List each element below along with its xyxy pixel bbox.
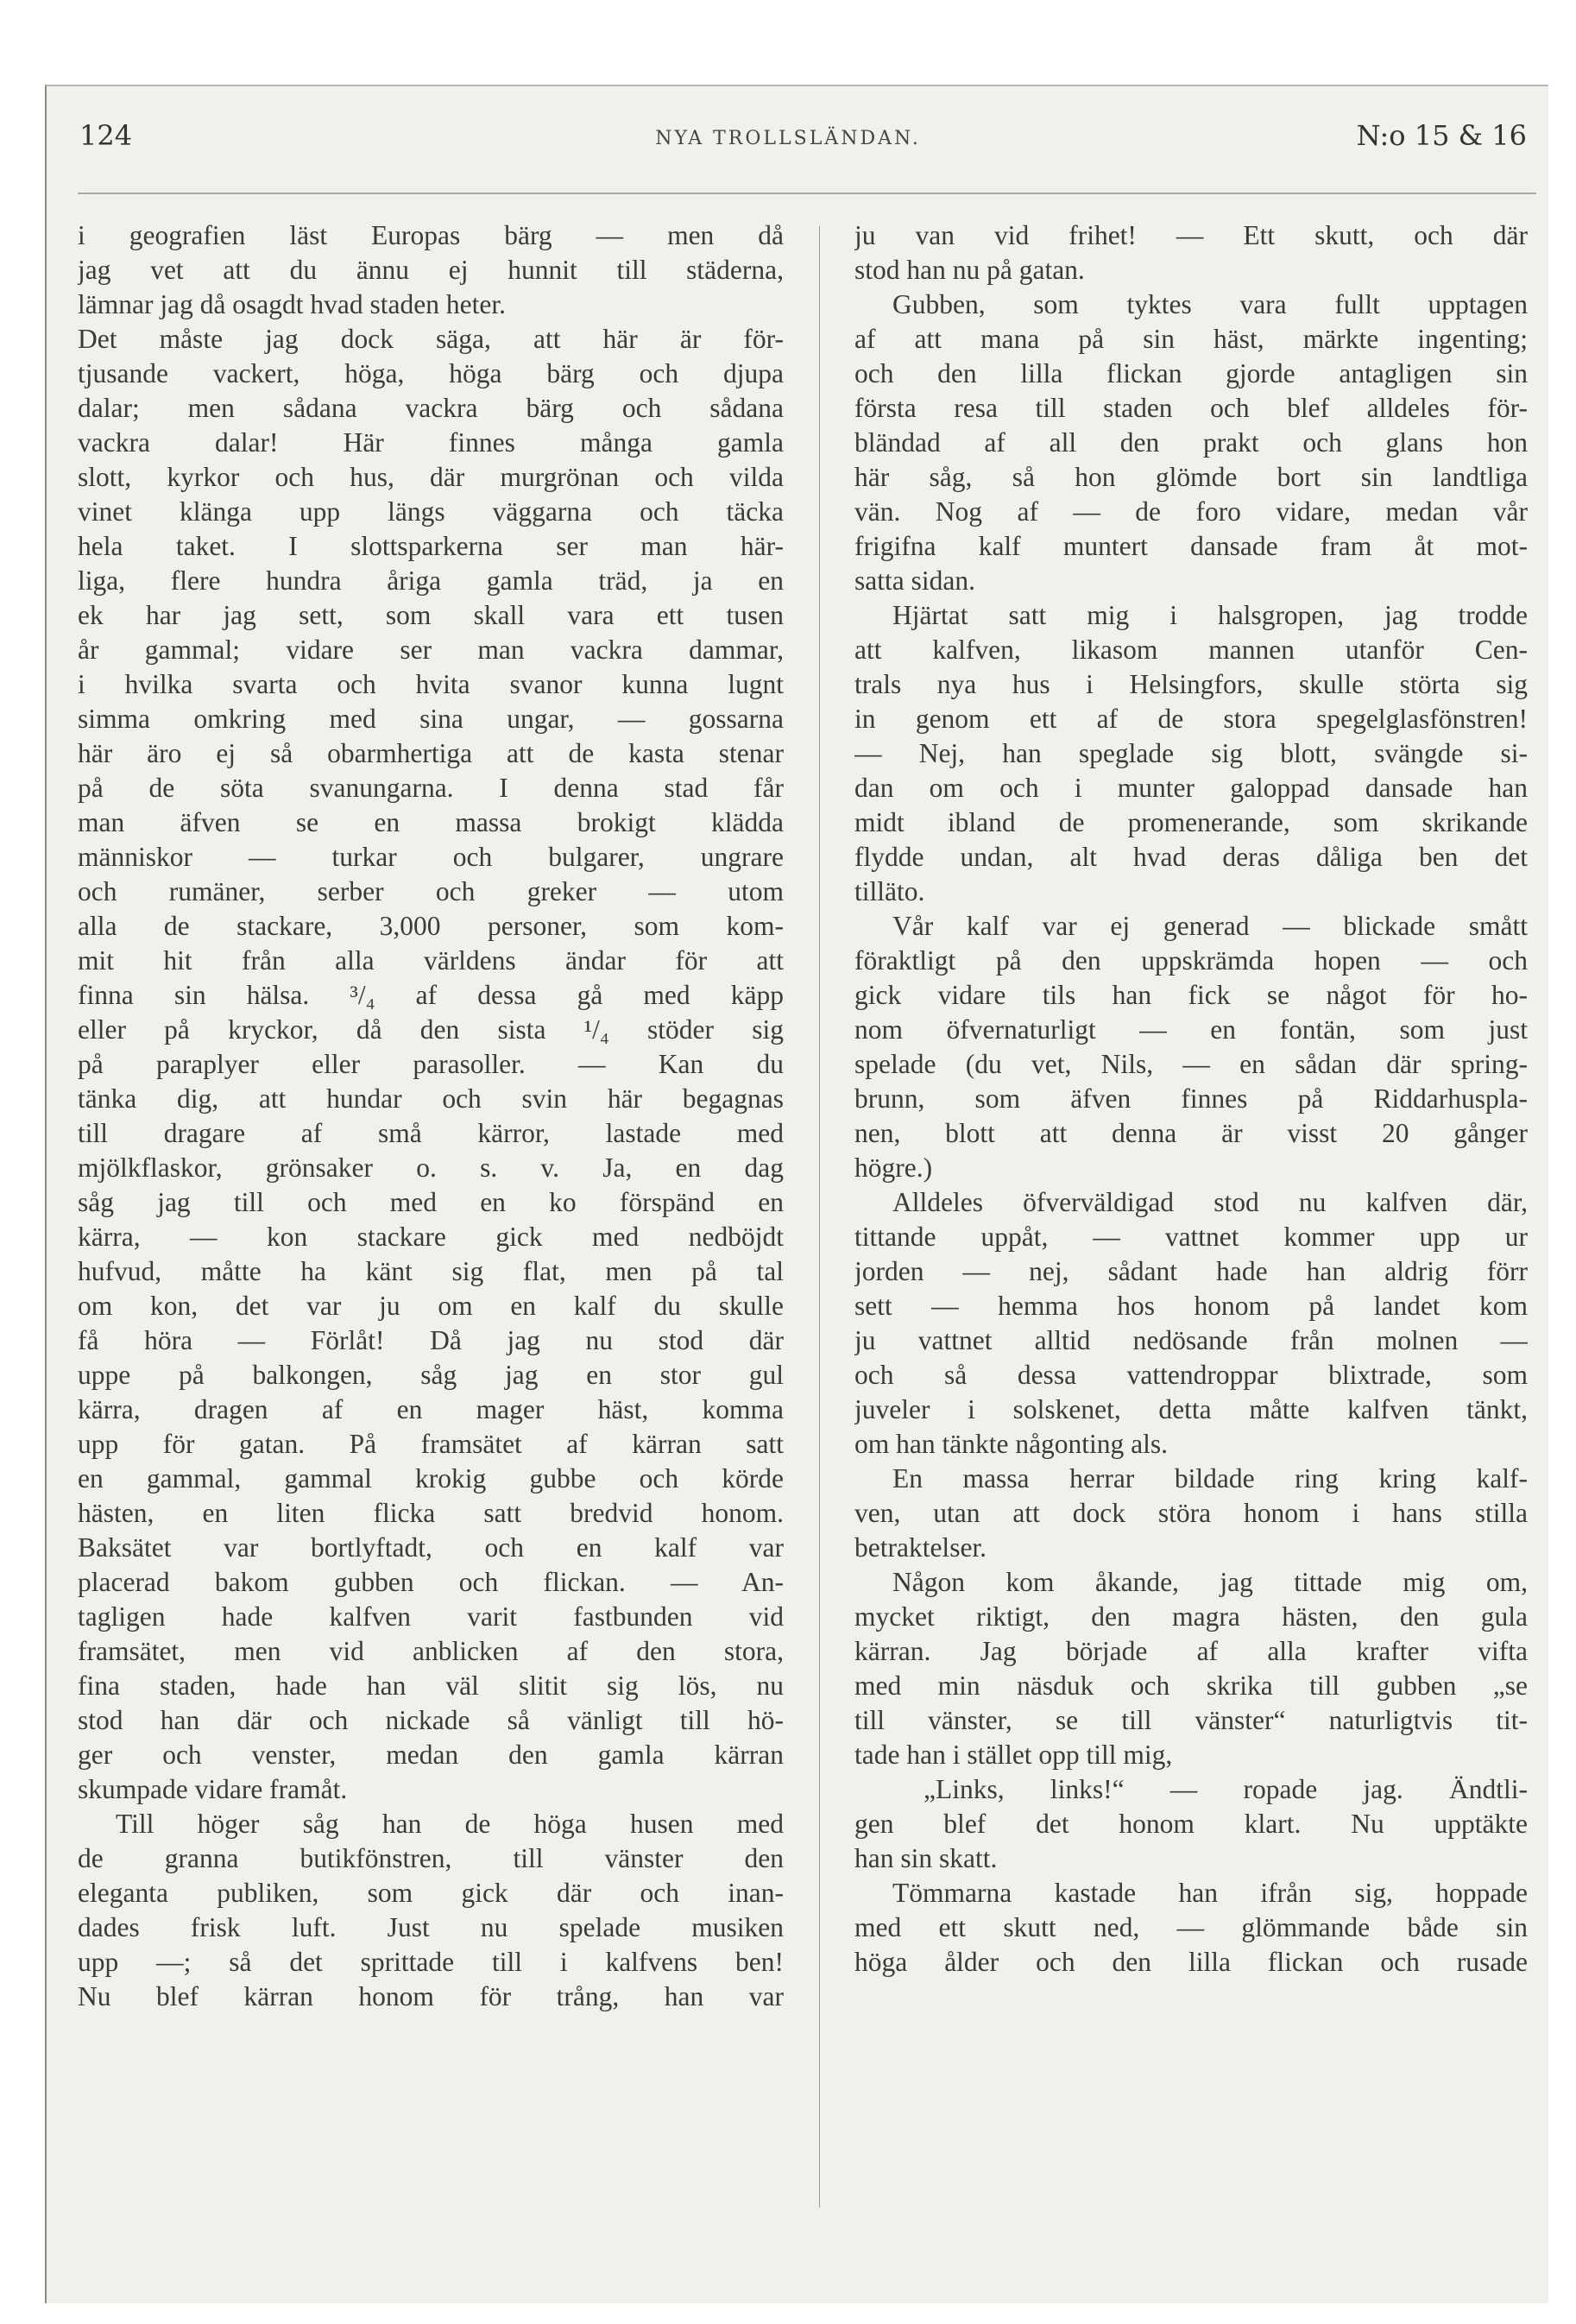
text-line: trals nya hus i Helsingfors, skulle störta sig xyxy=(854,669,1528,699)
text-line: och den lilla flickan gjorde antagligen sin xyxy=(854,358,1528,388)
text-line: gen blef det honom klart. Nu upptäkte xyxy=(854,1809,1528,1839)
text-line: tade han i stället opp till mig, xyxy=(854,1740,1173,1770)
text-line: här såg, så hon glömde bort sin landtliga xyxy=(854,462,1528,492)
page-number: 124 xyxy=(79,119,133,152)
text-line: ger och venster, medan den gamla kärran xyxy=(78,1740,784,1770)
text-line: mjölkflaskor, grönsaker o. s. v. Ja, en dag xyxy=(78,1153,784,1183)
text-line: placerad bakom gubben och flickan. — An- xyxy=(78,1567,784,1597)
text-line: skumpade vidare framåt. xyxy=(78,1774,348,1804)
text-line: dades frisk luft. Just nu spelade musiken xyxy=(78,1912,784,1942)
text-line: tjusande vackert, höga, höga bärg och djupa xyxy=(78,358,784,388)
text-line: ju vattnet alltid nedösande från molnen — xyxy=(854,1325,1528,1355)
text-line: upp för gatan. På framsätet af kärran satt xyxy=(78,1429,784,1459)
text-line: ek har jag sett, som skall vara ett tusen xyxy=(78,600,784,630)
text-line: vackra dalar! Här finnes många gamla xyxy=(78,427,784,458)
text-line: hufvud, måtte ha känt sig flat, men på tal xyxy=(78,1256,784,1286)
header-rule xyxy=(78,193,1536,194)
text-line: bländad af all den prakt och glans hon xyxy=(854,427,1528,458)
text-line: — Nej, han speglade sig blott, svängde si- xyxy=(854,738,1528,768)
text-line: tittande uppåt, — vattnet kommer upp ur xyxy=(854,1222,1528,1252)
journal-title: NYA TROLLSLÄNDAN. xyxy=(655,128,921,149)
text-line: lämnar jag då osagdt hvad staden heter. xyxy=(78,289,506,319)
text-line: hästen, en liten flicka satt bredvid honom. xyxy=(78,1498,784,1528)
text-line: kärra, — kon stackare gick med nedböjdt xyxy=(78,1222,784,1252)
text-line: man äfven se en massa brokigt klädda xyxy=(78,807,784,837)
text-line: flydde undan, alt hvad deras dåliga ben det xyxy=(854,842,1528,872)
text-line: högre.) xyxy=(854,1153,933,1183)
text-line: dan om och i munter galoppad dansade han xyxy=(854,773,1528,803)
text-line: Det måste jag dock säga, att här är för- xyxy=(78,324,784,354)
text-line: spelade (du vet, Nils, — en sådan där spring- xyxy=(854,1049,1528,1079)
text-line: i geografien läst Europas bärg — men då xyxy=(78,220,784,250)
text-line: hela taket. I slottsparkerna ser man här- xyxy=(78,531,784,561)
text-line: dalar; men sådana vackra bärg och sådana xyxy=(78,393,784,423)
text-line: Nu blef kärran honom för trång, han var xyxy=(78,1981,784,2011)
text-line: med ett skutt ned, — glömmande både sin xyxy=(854,1912,1528,1942)
text-line: ju van vid frihet! — Ett skutt, och där xyxy=(854,220,1528,250)
text-line: in genom ett af de stora spegelglasfönstren! xyxy=(854,704,1528,734)
text-line: nen, blott att denna är visst 20 gånger xyxy=(854,1118,1528,1148)
text-line: Gubben, som tyktes vara fullt upptagen xyxy=(892,289,1528,319)
text-line: jag vet att du ännu ej hunnit till städerna, xyxy=(78,255,784,285)
text-line: brunn, som äfven finnes på Riddarhuspla- xyxy=(854,1083,1528,1114)
text-line: Hjärtat satt mig i halsgropen, jag trodde xyxy=(892,600,1528,630)
text-line: Baksätet var bortlyftadt, och en kalf var xyxy=(78,1532,784,1563)
text-line: vinet klänga upp längs väggarna och täcka xyxy=(78,496,784,527)
text-line: föraktligt på den uppskrämda hopen — och xyxy=(854,945,1528,976)
text-line: höga ålder och den lilla flickan och rusade xyxy=(854,1947,1528,1977)
text-line: vän. Nog af — de foro vidare, medan vår xyxy=(854,496,1528,527)
text-line: betraktelser. xyxy=(854,1532,987,1563)
text-line: om kon, det var ju om en kalf du skulle xyxy=(78,1291,784,1321)
text-line: fina staden, hade han väl slitit sig lös, nu xyxy=(78,1670,784,1701)
text-line: och så dessa vattendroppar blixtrade, som xyxy=(854,1360,1528,1390)
text-line: simma omkring med sina ungar, — gossarna xyxy=(78,704,784,734)
text-line: tänka dig, att hundar och svin här begagnas xyxy=(78,1083,784,1114)
text-line: till dragare af små kärror, lastade med xyxy=(78,1118,784,1148)
text-line: En massa herrar bildade ring kring kalf- xyxy=(892,1463,1528,1494)
text-line: gick vidare tils han fick se något för ho- xyxy=(854,980,1528,1010)
text-line: eleganta publiken, som gick där och inan- xyxy=(78,1878,784,1908)
text-line: satta sidan. xyxy=(854,565,975,596)
text-line: kärra, dragen af en mager häst, komma xyxy=(78,1394,784,1424)
text-line: till vänster, se till vänster“ naturligtvis tit- xyxy=(854,1705,1528,1735)
text-line: han sin skatt. xyxy=(854,1843,998,1873)
left-column xyxy=(78,218,784,2014)
text-line: finna sin hälsa. ³/₄ af dessa gå med käpp xyxy=(78,980,784,1010)
text-line: mit hit från alla världens ändar för att xyxy=(78,945,784,976)
text-line: nom öfvernaturligt — en fontän, som just xyxy=(854,1014,1528,1045)
text-line: och rumäner, serber och greker — utom xyxy=(78,876,784,906)
text-line: i hvilka svarta och hvita svanor kunna lugnt xyxy=(78,669,784,699)
text-line: Alldeles öfverväldigad stod nu kalfven där, xyxy=(892,1187,1528,1217)
text-line: stod han där och nickade så vänligt till hö- xyxy=(78,1705,784,1735)
text-line: slott, kyrkor och hus, där murgrönan och vilda xyxy=(78,462,784,492)
text-line: kärran. Jag började af alla krafter vifta xyxy=(854,1636,1528,1666)
text-line: stod han nu på gatan. xyxy=(854,255,1085,285)
page-header xyxy=(0,119,1576,171)
text-line: en gammal, gammal krokig gubbe och körde xyxy=(78,1463,784,1494)
text-line: tagligen hade kalfven varit fastbunden vid xyxy=(78,1601,784,1632)
text-line: Till höger såg han de höga husen med xyxy=(116,1809,784,1839)
text-line: här äro ej så obarmhertiga att de kasta stenar xyxy=(78,738,784,768)
text-line: midt ibland de promenerande, som skrikande xyxy=(854,807,1528,837)
right-column xyxy=(854,218,1528,1980)
issue-number: N:o 15 & 16 xyxy=(1356,119,1527,152)
text-line: af att mana på sin häst, märkte ingenting; xyxy=(854,324,1528,354)
text-line: jorden — nej, sådant hade han aldrig förr xyxy=(854,1256,1528,1286)
text-line: Någon kom åkande, jag tittade mig om, xyxy=(892,1567,1528,1597)
text-line: „Links, links!“ — ropade jag. Ändtli- xyxy=(924,1774,1528,1804)
text-line: framsätet, men vid anblicken af den stora, xyxy=(78,1636,784,1666)
text-line: juveler i solskenet, detta måtte kalfven tänkt, xyxy=(854,1394,1528,1424)
text-line: uppe på balkongen, såg jag en stor gul xyxy=(78,1360,784,1390)
text-line: med min näsduk och skrika till gubben „se xyxy=(854,1670,1528,1701)
text-line: människor — turkar och bulgarer, ungrare xyxy=(78,842,784,872)
text-line: få höra — Förlåt! Då jag nu stod där xyxy=(78,1325,784,1355)
text-line: på de söta svanungarna. I denna stad får xyxy=(78,773,784,803)
text-line: Vår kalf var ej generad — blickade smått xyxy=(892,911,1528,941)
column-divider xyxy=(819,226,820,2207)
text-line: om han tänkte någonting als. xyxy=(854,1429,1169,1459)
text-line: alla de stackare, 3,000 personer, som kom- xyxy=(78,911,784,941)
text-line: år gammal; vidare ser man vackra dammar, xyxy=(78,635,784,665)
text-line: liga, flere hundra åriga gamla träd, ja en xyxy=(78,565,784,596)
text-line: på paraplyer eller parasoller. — Kan du xyxy=(78,1049,784,1079)
text-line: ven, utan att dock störa honom i hans stilla xyxy=(854,1498,1528,1528)
text-line: upp —; så det sprittade till i kalfvens ben! xyxy=(78,1947,784,1977)
text-line: sett — hemma hos honom på landet kom xyxy=(854,1291,1528,1321)
text-line: eller på kryckor, då den sista ¹/₄ stöder sig xyxy=(78,1014,784,1045)
text-line: såg jag till och med en ko förspänd en xyxy=(78,1187,784,1217)
text-line: att kalfven, likasom mannen utanför Cen- xyxy=(854,635,1528,665)
text-line: första resa till staden och blef alldeles för- xyxy=(854,393,1528,423)
text-line: frigifna kalf muntert dansade fram åt mot- xyxy=(854,531,1528,561)
text-line: de granna butikfönstren, till vänster den xyxy=(78,1843,784,1873)
text-line: Tömmarna kastade han ifrån sig, hoppade xyxy=(892,1878,1528,1908)
text-line: tilläto. xyxy=(854,876,925,906)
text-line: mycket riktigt, den magra hästen, den gula xyxy=(854,1601,1528,1632)
